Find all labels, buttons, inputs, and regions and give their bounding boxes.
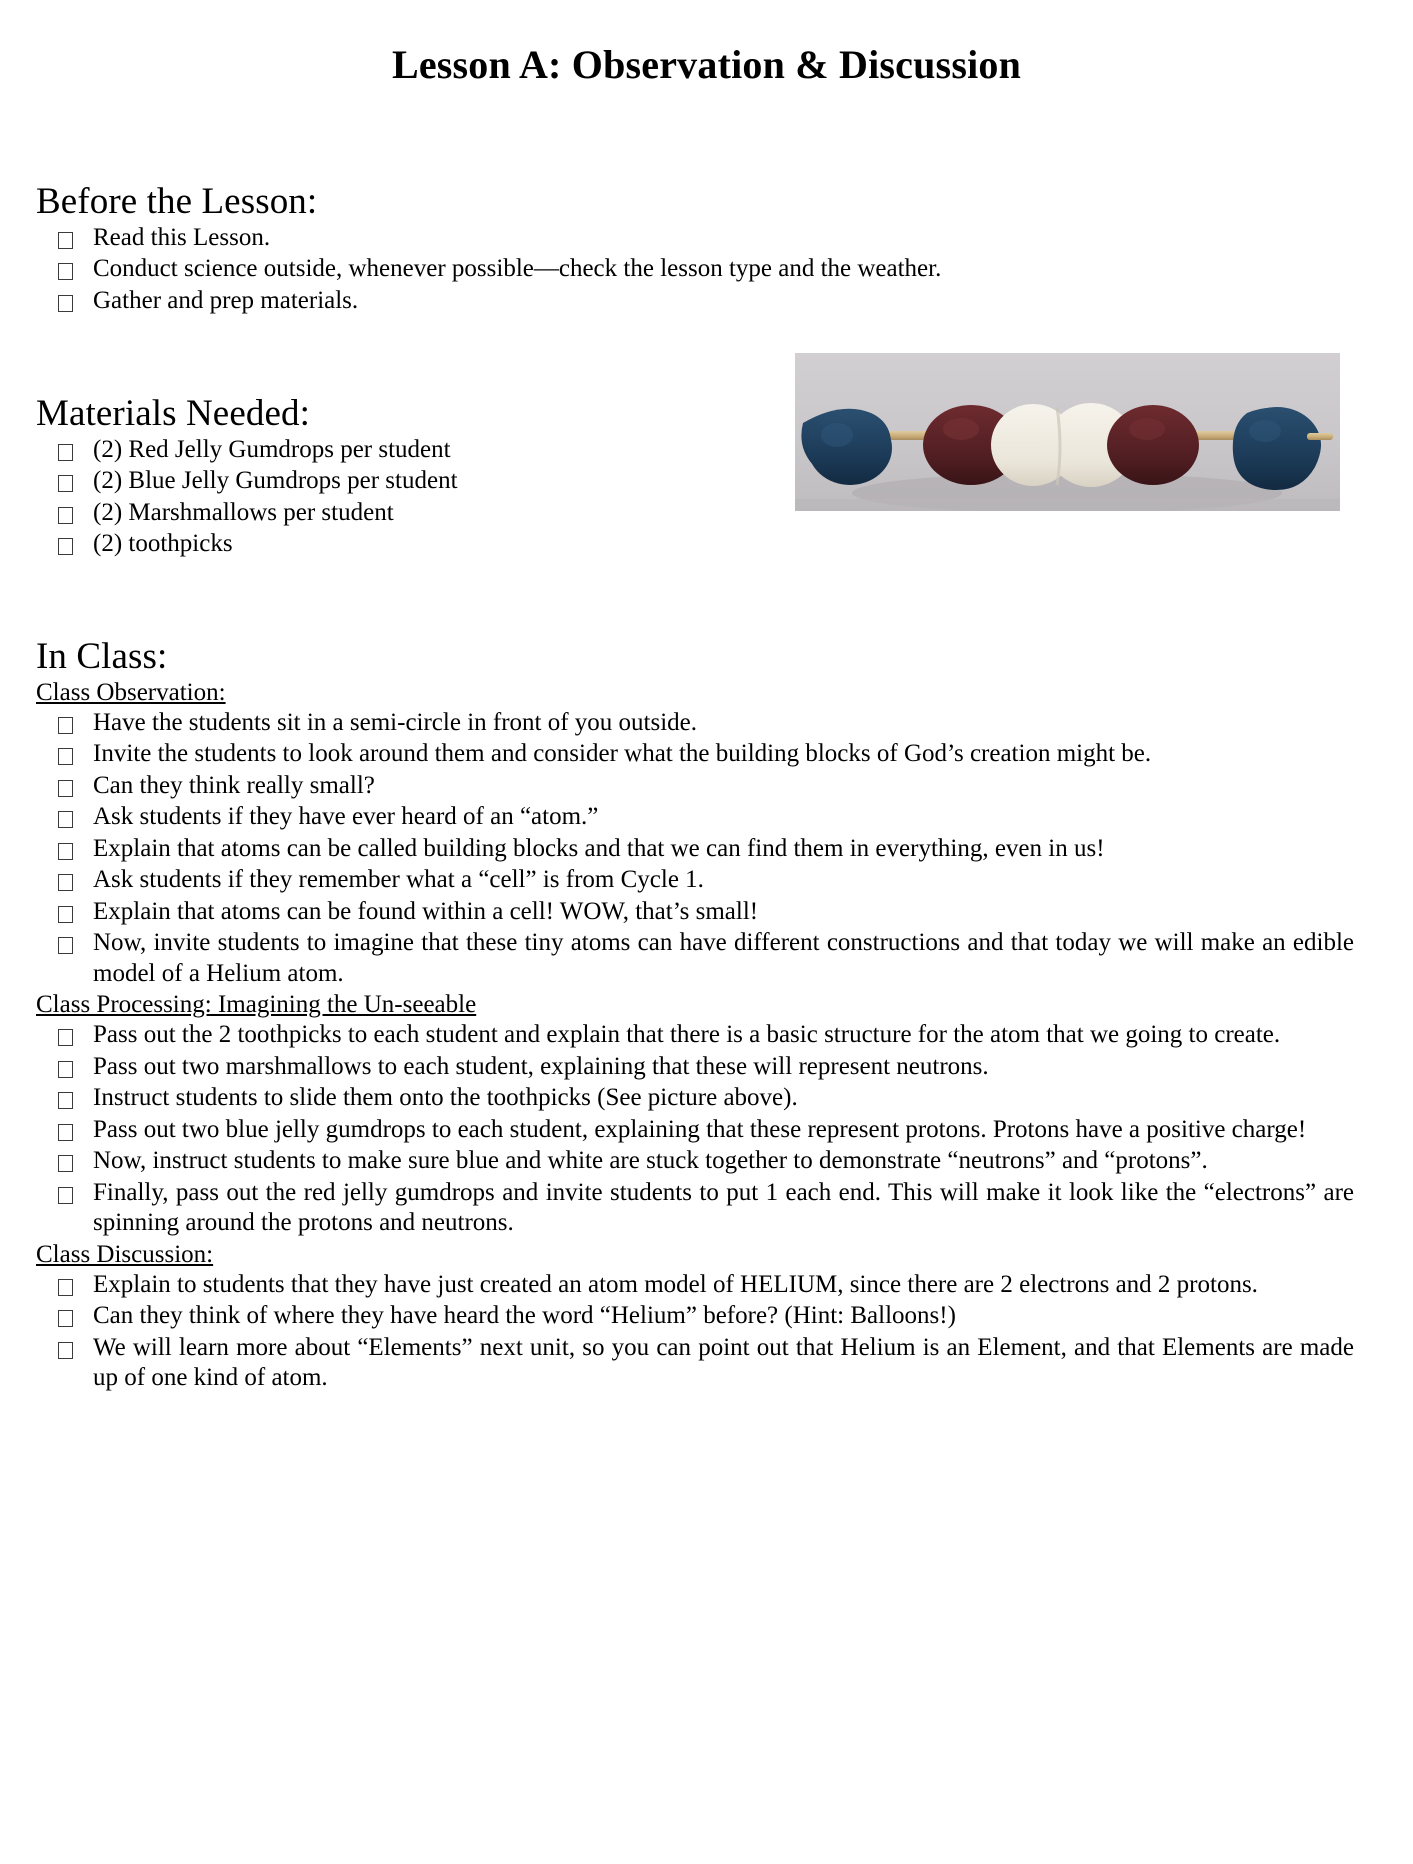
class-discussion-checklist <box>36 1270 1354 1394</box>
list-item[interactable] <box>36 1115 1354 1146</box>
list-item[interactable] <box>36 1083 1354 1114</box>
checkbox-icon[interactable] <box>58 1310 73 1327</box>
checkbox-icon[interactable] <box>58 1279 73 1296</box>
checkbox-icon[interactable] <box>58 538 73 555</box>
list-item-label: Pass out two blue jelly gumdrops to each student, explaining that these represent protons. Protons have a positive charge! <box>93 1115 1307 1143</box>
checkbox-icon[interactable] <box>58 843 73 860</box>
checkbox-icon[interactable] <box>58 937 73 954</box>
list-item-label: Pass out two marshmallows to each student, explaining that these will represent neutrons. <box>93 1052 989 1080</box>
list-item[interactable] <box>36 739 1354 770</box>
list-item-label: (2) Marshmallows per student <box>93 498 394 526</box>
list-item-label: Now, invite students to imagine that these tiny atoms can have different constructions and that today we will make an edible model of a Helium atom. <box>93 929 1354 987</box>
list-item-label: Can they think of where they have heard the word “Helium” before? (Hint: Balloons!) <box>93 1302 956 1330</box>
class-observation-group <box>36 678 1354 990</box>
list-item[interactable] <box>36 529 736 560</box>
list-item[interactable] <box>36 834 1354 865</box>
list-item[interactable] <box>36 223 1216 254</box>
list-item-label: (2) Blue Jelly Gumdrops per student <box>93 467 458 495</box>
list-item[interactable] <box>36 1301 1354 1332</box>
list-item-label: Finally, pass out the red jelly gumdrops and invite students to put 1 each end. This will make it look like the “electrons” are spinning around the protons and neutrons. <box>93 1178 1354 1237</box>
list-item[interactable] <box>36 897 1354 928</box>
in-class-section <box>36 637 1354 1395</box>
class-discussion-subheading: Class Discussion: <box>36 1240 214 1268</box>
in-class-heading: In Class: <box>36 636 168 677</box>
checkbox-icon[interactable] <box>58 748 73 765</box>
materials-needed-section <box>36 394 736 561</box>
checkbox-icon[interactable] <box>58 1092 73 1109</box>
list-item-label: Now, instruct students to make sure blue and white are stuck together to demonstrate “neutrons” and “protons”. <box>93 1147 1208 1175</box>
list-item[interactable] <box>36 435 736 466</box>
list-item-label: Read this Lesson. <box>93 223 271 251</box>
list-item[interactable] <box>36 1270 1354 1301</box>
checkbox-icon[interactable] <box>58 874 73 891</box>
list-item-label: Have the students sit in a semi-circle in front of you outside. <box>93 708 698 736</box>
checkbox-icon[interactable] <box>58 475 73 492</box>
before-the-lesson-section <box>36 182 1216 317</box>
list-item[interactable] <box>36 254 1216 285</box>
list-item-label: Can they think really small? <box>93 771 375 799</box>
checkbox-icon[interactable] <box>58 1124 73 1141</box>
list-item-label: Conduct science outside, whenever possible—check the lesson type and the weather. <box>93 255 942 283</box>
checkbox-icon[interactable] <box>58 1155 73 1172</box>
materials-checklist <box>36 435 736 560</box>
list-item[interactable] <box>36 286 1216 317</box>
list-item[interactable] <box>36 771 1354 802</box>
checkbox-icon[interactable] <box>58 507 73 524</box>
list-item-label: Pass out the 2 toothpicks to each student and explain that there is a basic structure for the atom that we going to create. <box>93 1021 1281 1049</box>
list-item[interactable] <box>36 708 1354 739</box>
list-item-label: (2) toothpicks <box>93 530 233 558</box>
class-processing-subheading: Class Processing: Imagining the Un-seeable <box>36 991 477 1019</box>
before-the-lesson-heading: Before the Lesson: <box>36 181 318 222</box>
list-item[interactable] <box>36 1146 1354 1177</box>
checkbox-icon[interactable] <box>58 1029 73 1046</box>
list-item[interactable] <box>36 1020 1354 1051</box>
list-item[interactable] <box>36 802 1354 833</box>
list-item-label: Explain that atoms can be found within a cell! WOW, that’s small! <box>93 897 759 925</box>
helium-model-illustration <box>795 353 1340 511</box>
list-item-label: Ask students if they remember what a “cell” is from Cycle 1. <box>93 866 704 894</box>
materials-needed-heading: Materials Needed: <box>36 393 310 434</box>
checkbox-icon[interactable] <box>58 1342 73 1359</box>
lesson-page <box>0 42 1413 1864</box>
list-item[interactable] <box>36 1052 1354 1083</box>
list-item[interactable] <box>36 1178 1354 1239</box>
checkbox-icon[interactable] <box>58 906 73 923</box>
class-observation-checklist <box>36 708 1354 990</box>
list-item-label: Ask students if they have ever heard of an “atom.” <box>93 803 599 831</box>
checkbox-icon[interactable] <box>58 780 73 797</box>
list-item[interactable] <box>36 865 1354 896</box>
list-item-label: We will learn more about “Elements” next unit, so you can point out that Helium is an Element, and that Elements are made up of one kind of atom. <box>93 1333 1354 1392</box>
list-item-label: Explain to students that they have just created an atom model of HELIUM, since there are 2 electrons and 2 protons. <box>93 1270 1258 1298</box>
class-processing-group <box>36 990 1354 1239</box>
checkbox-icon[interactable] <box>58 1187 73 1204</box>
checkbox-icon[interactable] <box>58 811 73 828</box>
class-discussion-group <box>36 1240 1354 1394</box>
list-item-label: Gather and prep materials. <box>93 286 359 314</box>
checkbox-icon[interactable] <box>58 717 73 734</box>
page-title: Lesson A: Observation & Discussion <box>391 42 1022 87</box>
checkbox-icon[interactable] <box>58 444 73 461</box>
checkbox-icon[interactable] <box>58 1061 73 1078</box>
list-item[interactable] <box>36 928 1354 989</box>
list-item-label: Instruct students to slide them onto the toothpicks (See picture above). <box>93 1084 798 1112</box>
list-item-label: Explain that atoms can be called building blocks and that we can find them in everything, even in us! <box>93 834 1105 862</box>
list-item[interactable] <box>36 498 736 529</box>
before-the-lesson-checklist <box>36 223 1216 317</box>
list-item-label: (2) Red Jelly Gumdrops per student <box>93 435 451 463</box>
helium-atom-candy-model-photo <box>795 353 1340 511</box>
checkbox-icon[interactable] <box>58 295 73 312</box>
checkbox-icon[interactable] <box>58 263 73 280</box>
class-observation-subheading: Class Observation: <box>36 678 226 706</box>
checkbox-icon[interactable] <box>58 232 73 249</box>
list-item[interactable] <box>36 466 736 497</box>
list-item[interactable] <box>36 1333 1354 1394</box>
list-item-label: Invite the students to look around them and consider what the building blocks of God’s creation might be. <box>93 740 1152 768</box>
class-processing-checklist <box>36 1020 1354 1239</box>
